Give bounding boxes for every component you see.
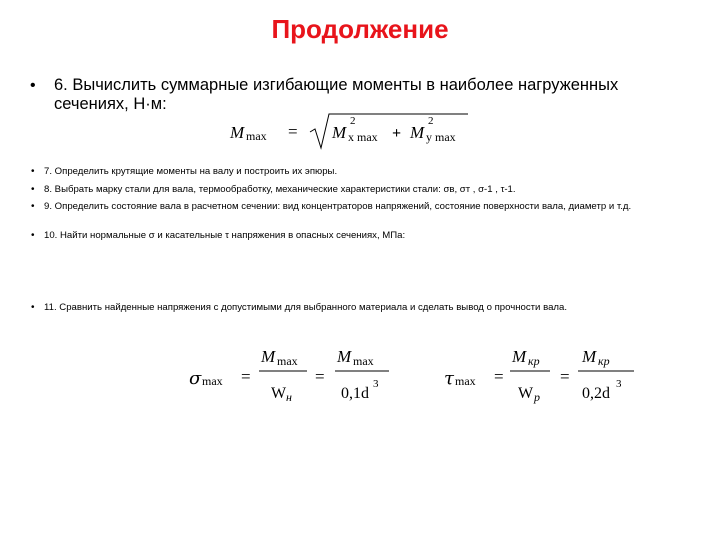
fraction1-denominator-sub: н [286, 390, 292, 404]
bullet-icon: • [31, 201, 35, 212]
fraction2-numerator: M [337, 347, 352, 366]
formula-term1-sup: 2 [350, 115, 356, 127]
list-item-9 [31, 201, 671, 214]
formula-term1-sub: x max [348, 130, 378, 144]
list-item-text: 7. Определить крутящие моменты на валу и построить их эпюры. [44, 166, 338, 177]
bullet-icon: • [31, 166, 35, 177]
formula-sigma-lhs-sub: max [202, 374, 223, 388]
fraction2-numerator-sub: max [353, 354, 374, 368]
bullet-icon: • [31, 184, 35, 195]
formula-eq: = [560, 367, 570, 386]
formula-plus: + [392, 125, 402, 142]
fraction1-denominator: W [271, 385, 287, 402]
formula-term1: M [332, 123, 347, 142]
formula-tau-lhs: τ [444, 368, 454, 389]
formula-tau-lhs-sub: max [455, 374, 476, 388]
list-item-7 [31, 166, 671, 179]
list-item-text: 10. Найти нормальные σ и касательные τ напряжения в опасных сечениях, МПа: [44, 230, 406, 241]
list-item-text: 11. Сравнить найденные напряжения с допустимыми для выбранного материала и сделать вывод о прочности вала. [44, 302, 568, 313]
formula-term2-sup: 2 [428, 115, 434, 127]
formula-term2: M [410, 123, 425, 142]
formula-eq: = [494, 367, 504, 386]
formula-eq: = [241, 367, 251, 386]
bullet-icon: • [30, 77, 36, 94]
fraction1-numerator: M [261, 347, 276, 366]
fraction1-numerator-sub: кр [528, 354, 540, 368]
fraction1-numerator-sub: max [277, 354, 298, 368]
fraction1-numerator: M [512, 347, 527, 366]
fraction2-denominator-sup: 3 [373, 378, 379, 390]
bullet-icon: • [31, 302, 35, 313]
fraction2-denominator: 0,1d [341, 385, 369, 402]
list-item-text: 9. Определить состояние вала в расчетном сечении: вид концентраторов напряжений, состояние поверхности вала, диаметр и т.д. [44, 201, 632, 212]
list-item-10 [31, 230, 671, 243]
formula-eq: = [288, 122, 298, 141]
formula-shear-stress [440, 338, 670, 408]
list-item-text: 6. Вычислить суммарные изгибающие моменты в наиболее нагруженных сечениях, Н·м: [54, 76, 619, 113]
formula-term2-sub: y max [426, 130, 456, 144]
fraction2-numerator: M [582, 347, 597, 366]
fraction2-denominator-sup: 3 [616, 378, 622, 390]
formula-sigma-lhs: σ [189, 368, 202, 389]
bullet-icon: • [31, 230, 35, 241]
list-item-8 [31, 184, 671, 197]
list-item-11 [31, 302, 671, 315]
formula-normal-stress [185, 338, 415, 408]
fraction1-denominator: W [518, 385, 534, 402]
fraction2-denominator: 0,2d [582, 385, 610, 402]
formula-eq: = [315, 367, 325, 386]
list-item-text: 8. Выбрать марку стали для вала, термообработку, механические характеристики стали: σв, σт , σ-1 , τ-1. [44, 184, 516, 195]
formula-lhs-sub: max [246, 129, 267, 143]
slide-title: Продолжение [271, 14, 449, 44]
formula-bending-moment [220, 110, 490, 156]
list-item-6 [30, 76, 690, 114]
fraction1-denominator-sub: р [534, 390, 540, 404]
formula-lhs: M [230, 123, 245, 142]
fraction2-numerator-sub: кр [598, 354, 610, 368]
